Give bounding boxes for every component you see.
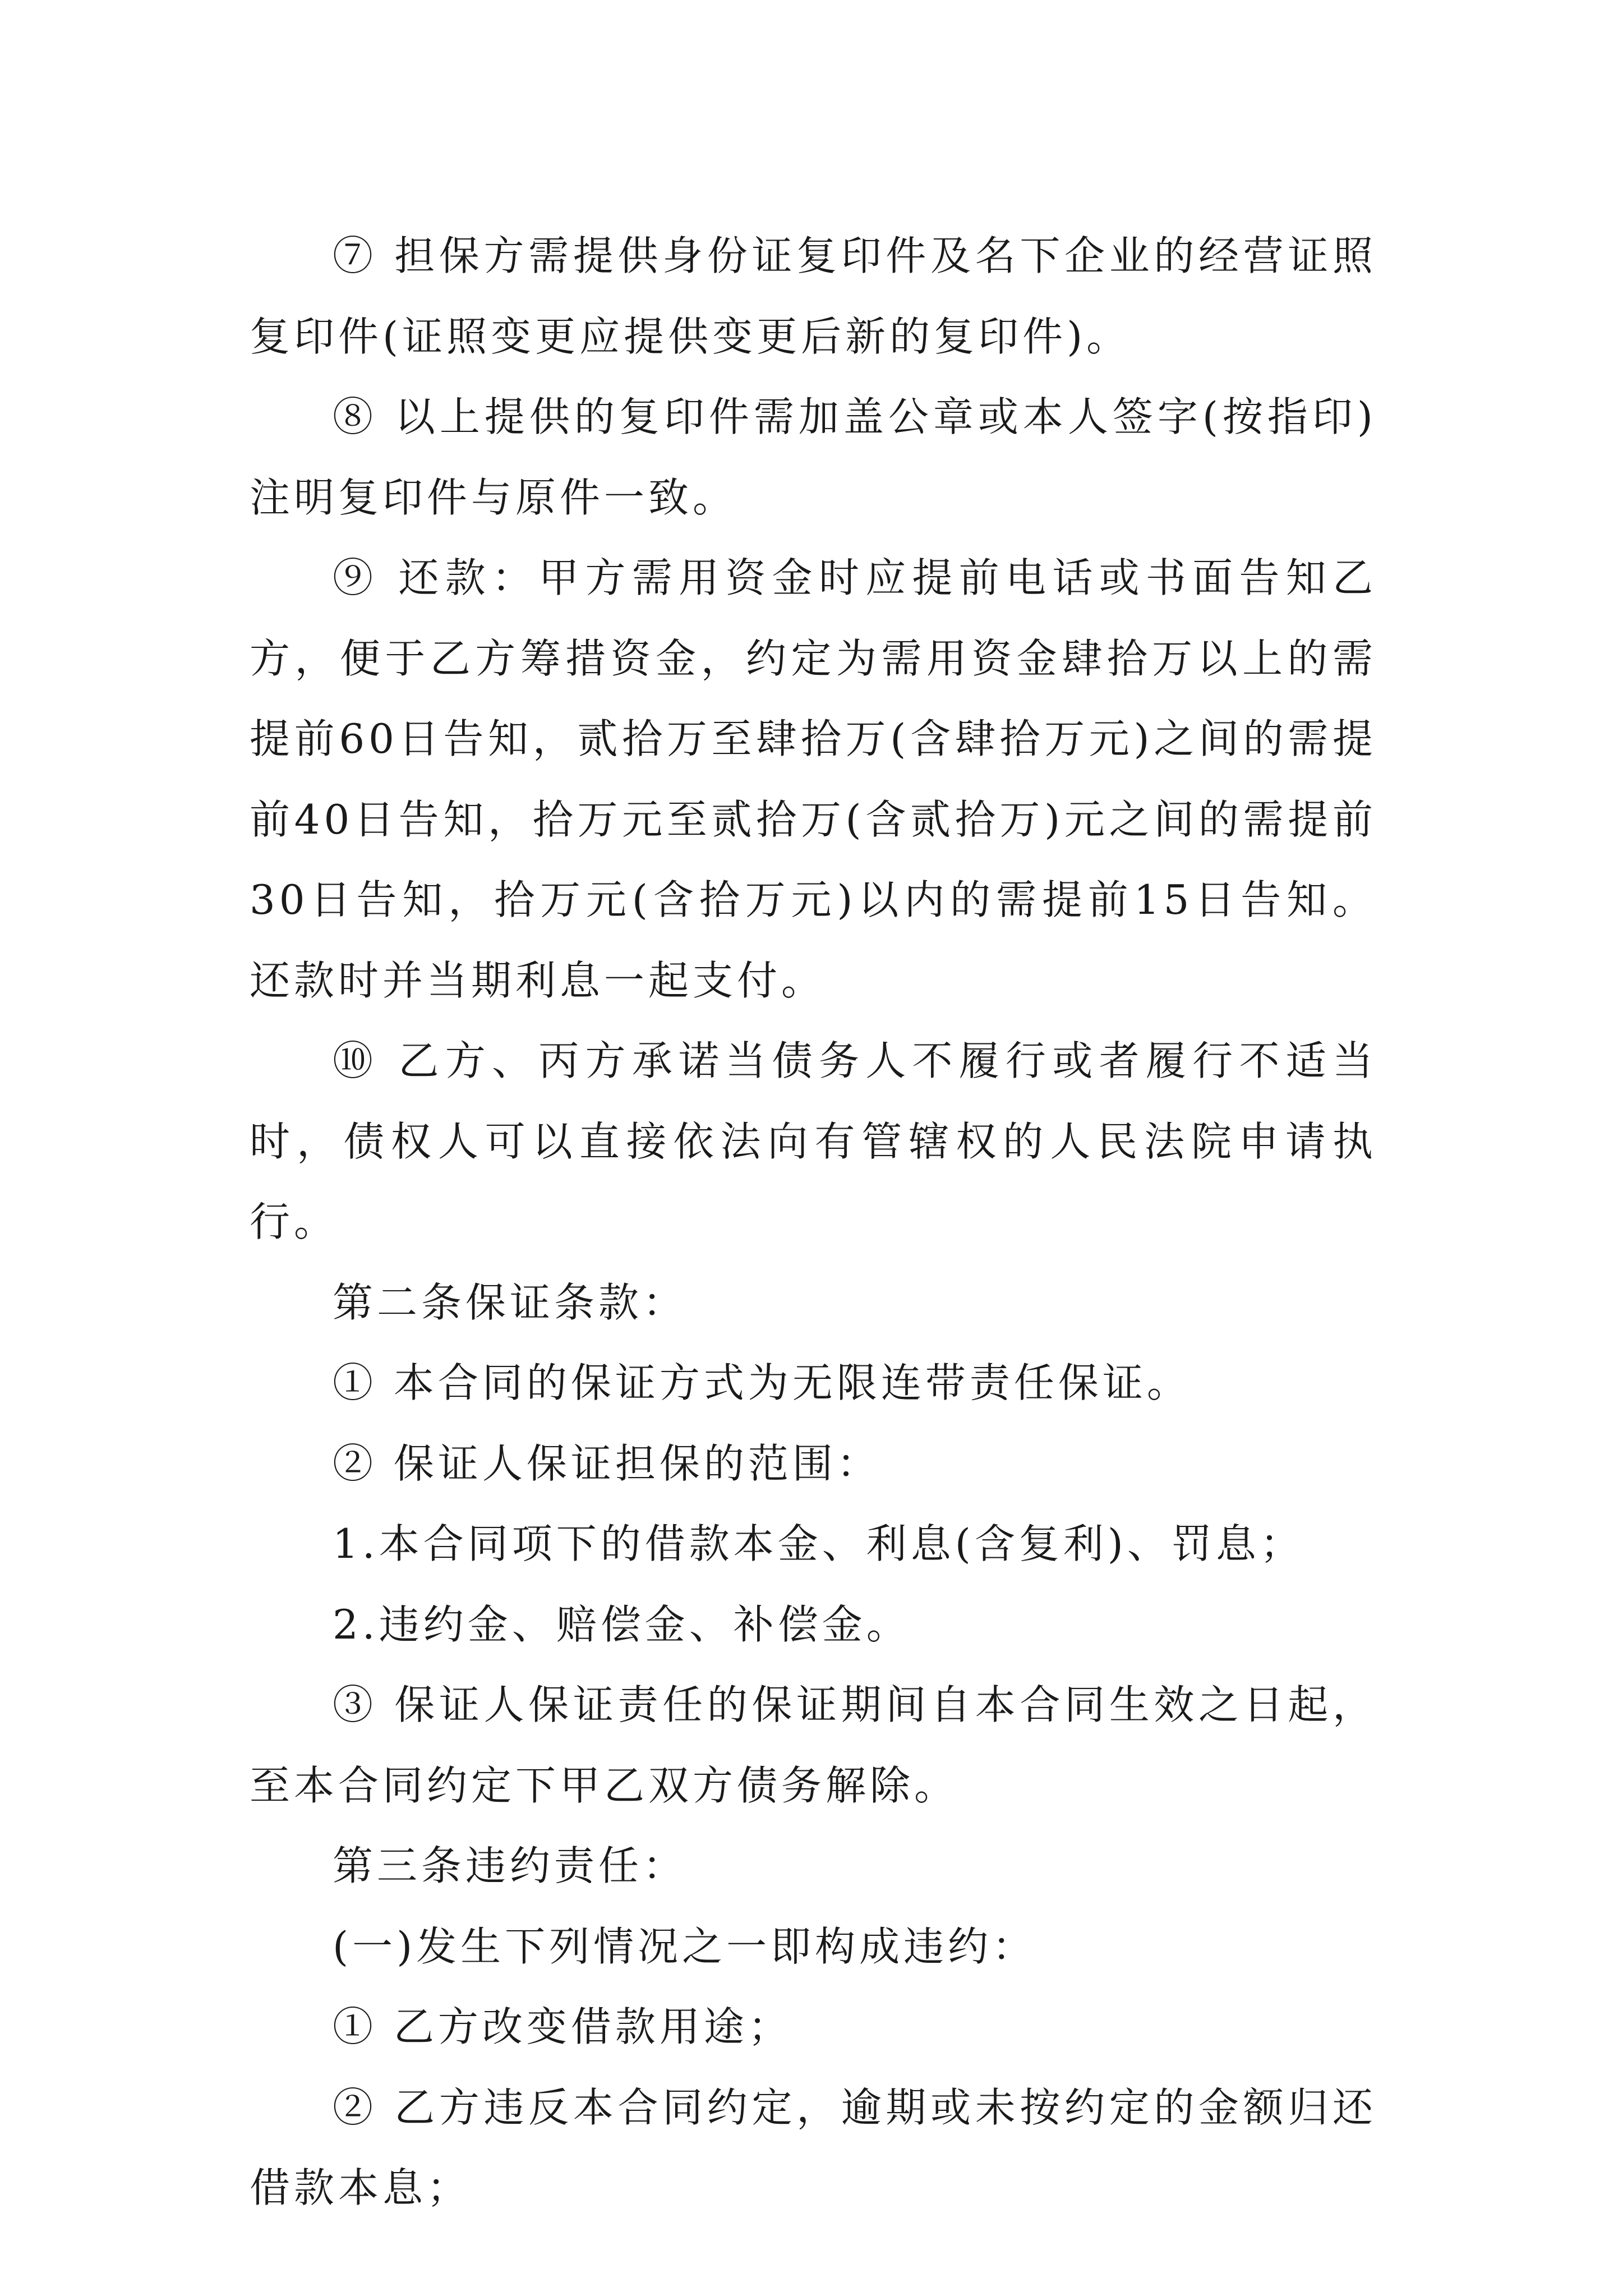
list-item-overdue-repayment: ② 乙方违反本合同约定，逾期或未按约定的金额归还借款本息； [250,2083,1377,2211]
paragraph-repayment: ⑨ 还款：甲方需用资金时应提前电话或书面告知乙方，便于乙方筹措资金，约定为需用资金肆拾万以上的需提前60日告知，贰拾万至肆拾万(含肆拾万元)之间的需提前40日告知，拾万元至贰拾万(含贰拾万)元之间的需提前30日告知，拾万元(含拾万元)以内的需提前15日告知。还款时并当期利息一起支付。 [250,554,1377,1004]
document-body [250,216,1377,2229]
paragraph-guarantee-method: ① 本合同的保证方式为无限连带责任保证。 [333,1359,1191,1406]
list-item-purpose-change: ① 乙方改变借款用途； [333,2003,792,2050]
article-2-heading: 第二条保证条款： [333,1278,688,1326]
paragraph-breach-conditions: (一)发生下列情况之一即构成违约： [333,1922,1037,1970]
paragraph-copy-certification: ⑧ 以上提供的复印件需加盖公章或本人签字(按指印)注明复印件与原件一致。 [250,393,1377,521]
article-3-heading: 第三条违约责任： [333,1842,688,1889]
paragraph-guarantor-documents: ⑦ 担保方需提供身份证复印件及名下企业的经营证照复印件(证照变更应提供变更后新的复印件)。 [250,232,1377,360]
paragraph-guarantee-period: ③ 保证人保证责任的保证期间自本合同生效之日起，至本合同约定下甲乙双方债务解除。 [250,1681,1377,1809]
paragraph-enforcement-commitment: ⑩ 乙方、丙方承诺当债务人不履行或者履行不适当时，债权人可以直接依法向有管辖权的人民法院申请执行。 [250,1037,1377,1245]
list-item-penalties: 2.违约金、赔偿金、补偿金。 [333,1600,911,1648]
list-item-principal-interest: 1.本合同项下的借款本金、利息(含复利)、罚息； [333,1520,1304,1567]
paragraph-guarantee-scope: ② 保证人保证担保的范围： [333,1439,881,1487]
